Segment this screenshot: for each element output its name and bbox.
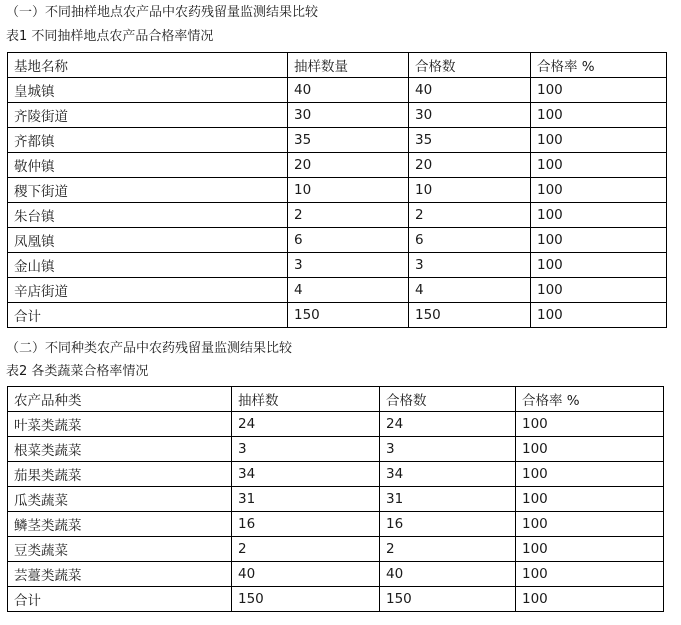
table1-cell: 30 bbox=[288, 103, 409, 128]
table-row bbox=[8, 228, 667, 253]
table1-cell: 150 bbox=[409, 303, 531, 328]
table2-cell: 叶菜类蔬菜 bbox=[8, 412, 232, 437]
table2-cell: 100 bbox=[516, 512, 664, 537]
table2-cell: 100 bbox=[516, 412, 664, 437]
table2-body bbox=[8, 387, 664, 612]
table2-cell: 鳞茎类蔬菜 bbox=[8, 512, 232, 537]
table1-header-cell: 基地名称 bbox=[8, 53, 288, 78]
table1-cell: 齐都镇 bbox=[8, 128, 288, 153]
table-row bbox=[8, 512, 664, 537]
table2-cell: 31 bbox=[232, 487, 380, 512]
table2 bbox=[7, 386, 664, 612]
table-row bbox=[8, 203, 667, 228]
table-row bbox=[8, 253, 667, 278]
table1-cell: 朱台镇 bbox=[8, 203, 288, 228]
table2-header-row bbox=[8, 387, 664, 412]
table1-cell: 35 bbox=[409, 128, 531, 153]
section1-heading: （一）不同抽样地点农产品中农药残留量监测结果比较 bbox=[6, 5, 319, 20]
table1-cell: 敬仲镇 bbox=[8, 153, 288, 178]
table2-cell: 茄果类蔬菜 bbox=[8, 462, 232, 487]
table1-cell: 100 bbox=[531, 228, 667, 253]
table1-caption: 表1 不同抽样地点农产品合格率情况 bbox=[6, 29, 214, 44]
table2-caption: 表2 各类蔬菜合格率情况 bbox=[6, 364, 149, 379]
table1-cell: 皇城镇 bbox=[8, 78, 288, 103]
table1-cell: 100 bbox=[531, 78, 667, 103]
table-row bbox=[8, 303, 667, 328]
table2-cell: 2 bbox=[380, 537, 516, 562]
table2-header-cell: 抽样数 bbox=[232, 387, 380, 412]
table2-cell: 150 bbox=[380, 587, 516, 612]
table2-header-cell: 合格率 % bbox=[516, 387, 664, 412]
table2-cell: 3 bbox=[232, 437, 380, 462]
table2-cell: 瓜类蔬菜 bbox=[8, 487, 232, 512]
table1-cell: 4 bbox=[288, 278, 409, 303]
table1-cell: 100 bbox=[531, 253, 667, 278]
table2-cell: 34 bbox=[232, 462, 380, 487]
table1-header-row bbox=[8, 53, 667, 78]
table1-cell: 100 bbox=[531, 303, 667, 328]
table2-cell: 3 bbox=[380, 437, 516, 462]
table1-body bbox=[8, 53, 667, 328]
table2-cell: 100 bbox=[516, 487, 664, 512]
table-row bbox=[8, 103, 667, 128]
table2-cell: 100 bbox=[516, 562, 664, 587]
table1-cell: 100 bbox=[531, 203, 667, 228]
table1-cell: 4 bbox=[409, 278, 531, 303]
table-row bbox=[8, 412, 664, 437]
table-row bbox=[8, 587, 664, 612]
table2-cell: 16 bbox=[232, 512, 380, 537]
table1-cell: 100 bbox=[531, 153, 667, 178]
table1-cell: 金山镇 bbox=[8, 253, 288, 278]
table1-header-cell: 合格率 % bbox=[531, 53, 667, 78]
table1-cell: 合计 bbox=[8, 303, 288, 328]
table1-cell: 20 bbox=[288, 153, 409, 178]
table1-header-cell: 合格数 bbox=[409, 53, 531, 78]
table-row bbox=[8, 178, 667, 203]
table1-cell: 40 bbox=[409, 78, 531, 103]
table1-header-cell: 抽样数量 bbox=[288, 53, 409, 78]
table1-cell: 辛店街道 bbox=[8, 278, 288, 303]
table2-cell: 150 bbox=[232, 587, 380, 612]
table1-cell: 稷下街道 bbox=[8, 178, 288, 203]
table-row bbox=[8, 487, 664, 512]
table1-cell: 20 bbox=[409, 153, 531, 178]
table1-cell: 100 bbox=[531, 128, 667, 153]
table2-cell: 24 bbox=[232, 412, 380, 437]
table-row bbox=[8, 437, 664, 462]
table-row bbox=[8, 462, 664, 487]
table2-cell: 100 bbox=[516, 462, 664, 487]
table1-cell: 40 bbox=[288, 78, 409, 103]
table1-cell: 100 bbox=[531, 178, 667, 203]
table1-cell: 3 bbox=[288, 253, 409, 278]
table1-cell: 2 bbox=[288, 203, 409, 228]
table2-cell: 24 bbox=[380, 412, 516, 437]
table-row bbox=[8, 562, 664, 587]
table2-cell: 芸薹类蔬菜 bbox=[8, 562, 232, 587]
table1-cell: 10 bbox=[288, 178, 409, 203]
table2-header-cell: 农产品种类 bbox=[8, 387, 232, 412]
table1-cell: 3 bbox=[409, 253, 531, 278]
table2-cell: 100 bbox=[516, 537, 664, 562]
table1-cell: 2 bbox=[409, 203, 531, 228]
table-row bbox=[8, 537, 664, 562]
table2-cell: 40 bbox=[380, 562, 516, 587]
table-row bbox=[8, 278, 667, 303]
table1-cell: 150 bbox=[288, 303, 409, 328]
table1-cell: 10 bbox=[409, 178, 531, 203]
table2-cell: 豆类蔬菜 bbox=[8, 537, 232, 562]
table1-cell: 凤凰镇 bbox=[8, 228, 288, 253]
table1-cell: 35 bbox=[288, 128, 409, 153]
table2-header-cell: 合格数 bbox=[380, 387, 516, 412]
table2-cell: 根菜类蔬菜 bbox=[8, 437, 232, 462]
table2-cell: 40 bbox=[232, 562, 380, 587]
table2-cell: 100 bbox=[516, 587, 664, 612]
table1-cell: 6 bbox=[288, 228, 409, 253]
table2-cell: 合计 bbox=[8, 587, 232, 612]
table2-cell: 2 bbox=[232, 537, 380, 562]
table-row bbox=[8, 78, 667, 103]
table1-cell: 30 bbox=[409, 103, 531, 128]
table2-cell: 16 bbox=[380, 512, 516, 537]
table1-cell: 100 bbox=[531, 103, 667, 128]
table2-cell: 34 bbox=[380, 462, 516, 487]
table2-cell: 31 bbox=[380, 487, 516, 512]
table2-cell: 100 bbox=[516, 437, 664, 462]
table-row bbox=[8, 128, 667, 153]
table-row bbox=[8, 153, 667, 178]
table1-cell: 6 bbox=[409, 228, 531, 253]
table1-cell: 100 bbox=[531, 278, 667, 303]
table1 bbox=[7, 52, 667, 328]
table1-cell: 齐陵街道 bbox=[8, 103, 288, 128]
section2-heading: （二）不同种类农产品中农药残留量监测结果比较 bbox=[6, 341, 293, 356]
